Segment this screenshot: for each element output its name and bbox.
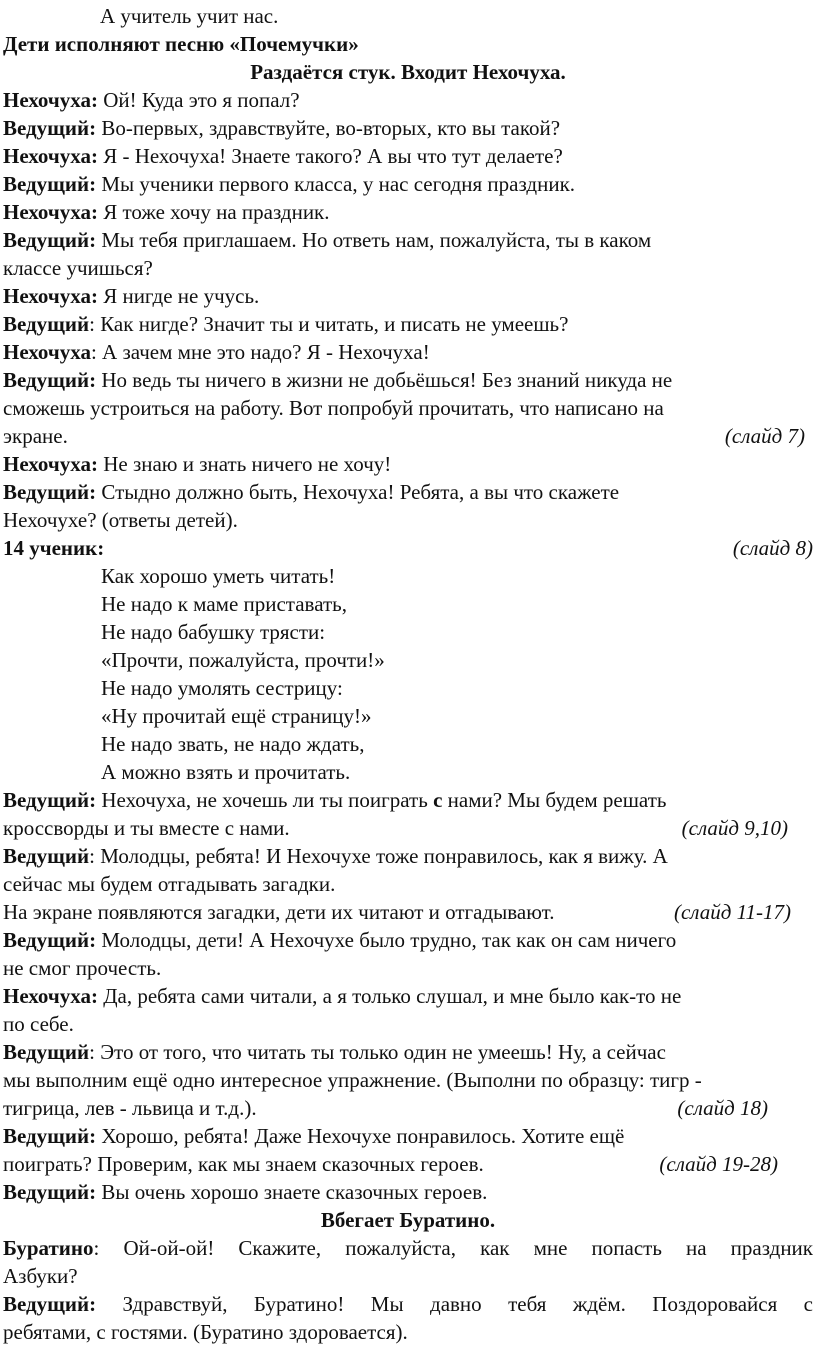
speaker: Буратино xyxy=(3,1236,94,1260)
dialogue-line: Ведущий: Мы тебя приглашаем. Но ответь нам, пожалуйста, ты в каком xyxy=(3,228,652,252)
poem-line: Как хорошо уметь читать! xyxy=(101,564,336,588)
dialogue-line: Нехочуха: Я тоже хочу на праздник. xyxy=(3,200,330,224)
speaker: Нехочуха: xyxy=(3,452,98,476)
speaker: Ведущий: xyxy=(3,228,97,252)
poem-line: Не надо умолять сестрицу: xyxy=(101,676,343,700)
speaker: Ведущий xyxy=(3,312,90,336)
dialogue-line: Ведущий: Молодцы, ребята! И Нехочухе тоже понравилось, как я вижу. А xyxy=(3,844,668,868)
stage-direction: Вбегает Буратино. xyxy=(320,1208,496,1232)
text-line: сможешь устроиться на работу. Вот попробуй прочитать, что написано на xyxy=(3,396,664,420)
speaker: Нехочуха: xyxy=(3,144,98,168)
dialogue-line: Ведущий: Молодцы, дети! А Нехочухе было трудно, так как он сам ничего xyxy=(3,928,677,952)
dialogue-line: Нехочуха: Да, ребята сами читали, а я только слушал, и мне было как-то не xyxy=(3,984,682,1008)
speaker: Ведущий xyxy=(3,1040,90,1064)
slide-note: (слайд 11-17) xyxy=(673,900,791,924)
dialogue-line: Ведущий: Здравствуй, Буратино! Мы давно тебя ждём. Поздоровайся с xyxy=(3,1292,813,1316)
dialogue-line: Ведущий: Стыдно должно быть, Нехочуха! Ребята, а вы что скажете xyxy=(3,480,620,504)
text-line: не смог прочесть. xyxy=(3,956,162,980)
text-line: сейчас мы будем отгадывать загадки. xyxy=(3,872,336,896)
slide-note: (слайд 9,10) xyxy=(681,816,788,840)
dialogue-line: Ведущий: Нехочуха, не хочешь ли ты поиграть с нами? Мы будем решать xyxy=(3,788,667,812)
text-line: кроссворды и ты вместе с нами. (слайд 9,10) xyxy=(3,816,788,840)
dialogue-line: Ведущий: Это от того, что читать ты только один не умеешь! Ну, а сейчас xyxy=(3,1040,666,1064)
speaker: Ведущий: xyxy=(3,480,97,504)
slide-note: (слайд 18) xyxy=(677,1096,768,1120)
text-line: поиграть? Проверим, как мы знаем сказочных героев. (слайд 19-28) xyxy=(3,1152,778,1176)
speaker: Нехочуха: xyxy=(3,284,98,308)
poem-line: Не надо бабушку трясти: xyxy=(101,620,326,644)
dialogue-line: Нехочуха: Не знаю и знать ничего не хочу! xyxy=(3,452,392,476)
dialogue-line: Ведущий: Хорошо, ребята! Даже Нехочухе понравилось. Хотите ещё xyxy=(3,1124,625,1148)
stage-direction: Дети исполняют песню «Почемучки» xyxy=(3,32,359,56)
text-line: экране. (слайд 7) xyxy=(3,424,805,448)
speaker: 14 ученик: xyxy=(3,536,105,560)
poem-line: Не надо звать, не надо ждать, xyxy=(101,732,365,756)
speaker: Нехочуха: xyxy=(3,200,98,224)
speaker: Нехочуха: xyxy=(3,88,98,112)
text-line: по себе. xyxy=(3,1012,74,1036)
slide-note: (слайд 8) xyxy=(732,536,813,560)
script-page xyxy=(3,2,813,1346)
speaker: Ведущий: xyxy=(3,368,97,392)
speaker: Ведущий: xyxy=(3,1292,97,1316)
slide-note: (слайд 7) xyxy=(724,424,805,448)
dialogue-line: Нехочуха: Я - Нехочуха! Знаете такого? А вы что тут делаете? xyxy=(3,144,563,168)
poem-line: «Прочти, пожалуйста, прочти!» xyxy=(101,648,385,672)
poem-line: Не надо к маме приставать, xyxy=(101,592,347,616)
dialogue-line: Ведущий: Вы очень хорошо знаете сказочных героев. xyxy=(3,1180,488,1204)
text-line: Нехочухе? (ответы детей). xyxy=(3,508,238,532)
speaker: Ведущий: xyxy=(3,1180,97,1204)
slide-note: (слайд 19-28) xyxy=(659,1152,778,1176)
speaker: Ведущий: xyxy=(3,928,97,952)
dialogue-line: Буратино: Ой-ой-ой! Скажите, пожалуйста, как мне попасть на праздник xyxy=(3,1236,813,1260)
dialogue-line: Ведущий: Во-первых, здравствуйте, во-вторых, кто вы такой? xyxy=(3,116,561,140)
speaker: Ведущий: xyxy=(3,1124,97,1148)
text-line: На экране появляются загадки, дети их читают и отгадывают. (слайд 11-17) xyxy=(3,900,791,924)
dialogue-line: Ведущий: Как нигде? Значит ты и читать, и писать не умеешь? xyxy=(3,312,569,336)
text-line: ребятами, с гостями. (Буратино здоровается). xyxy=(3,1320,408,1344)
speaker: Ведущий: xyxy=(3,172,97,196)
speaker: Нехочуха xyxy=(3,340,91,364)
speaker: Ведущий xyxy=(3,844,90,868)
poem-line: А можно взять и прочитать. xyxy=(101,760,351,784)
speaker: Нехочуха: xyxy=(3,984,98,1008)
speaker: Ведущий: xyxy=(3,116,97,140)
text-line: А учитель учит нас. xyxy=(100,4,279,28)
dialogue-line xyxy=(3,534,813,562)
dialogue-line: Ведущий: Мы ученики первого класса, у нас сегодня праздник. xyxy=(3,172,576,196)
dialogue-line: Ведущий: Но ведь ты ничего в жизни не добьёшься! Без знаний никуда не xyxy=(3,368,673,392)
dialogue-line: Нехочуха: Ой! Куда это я попал? xyxy=(3,88,300,112)
text-line: тигрица, лев - львица и т.д.). (слайд 18) xyxy=(3,1096,768,1120)
speaker: Ведущий: xyxy=(3,788,97,812)
dialogue-line: Нехочуха: Я нигде не учусь. xyxy=(3,284,260,308)
poem-line: «Ну прочитай ещё страницу!» xyxy=(101,704,372,728)
dialogue-line: Нехочуха: А зачем мне это надо? Я - Нехочуха! xyxy=(3,340,430,364)
stage-direction: Раздаётся стук. Входит Нехочуха. xyxy=(250,60,566,84)
text-line: мы выполним ещё одно интересное упражнение. (Выполни по образцу: тигр - xyxy=(3,1068,702,1092)
text-line: классе учишься? xyxy=(3,256,153,280)
text-line: Азбуки? xyxy=(3,1264,78,1288)
